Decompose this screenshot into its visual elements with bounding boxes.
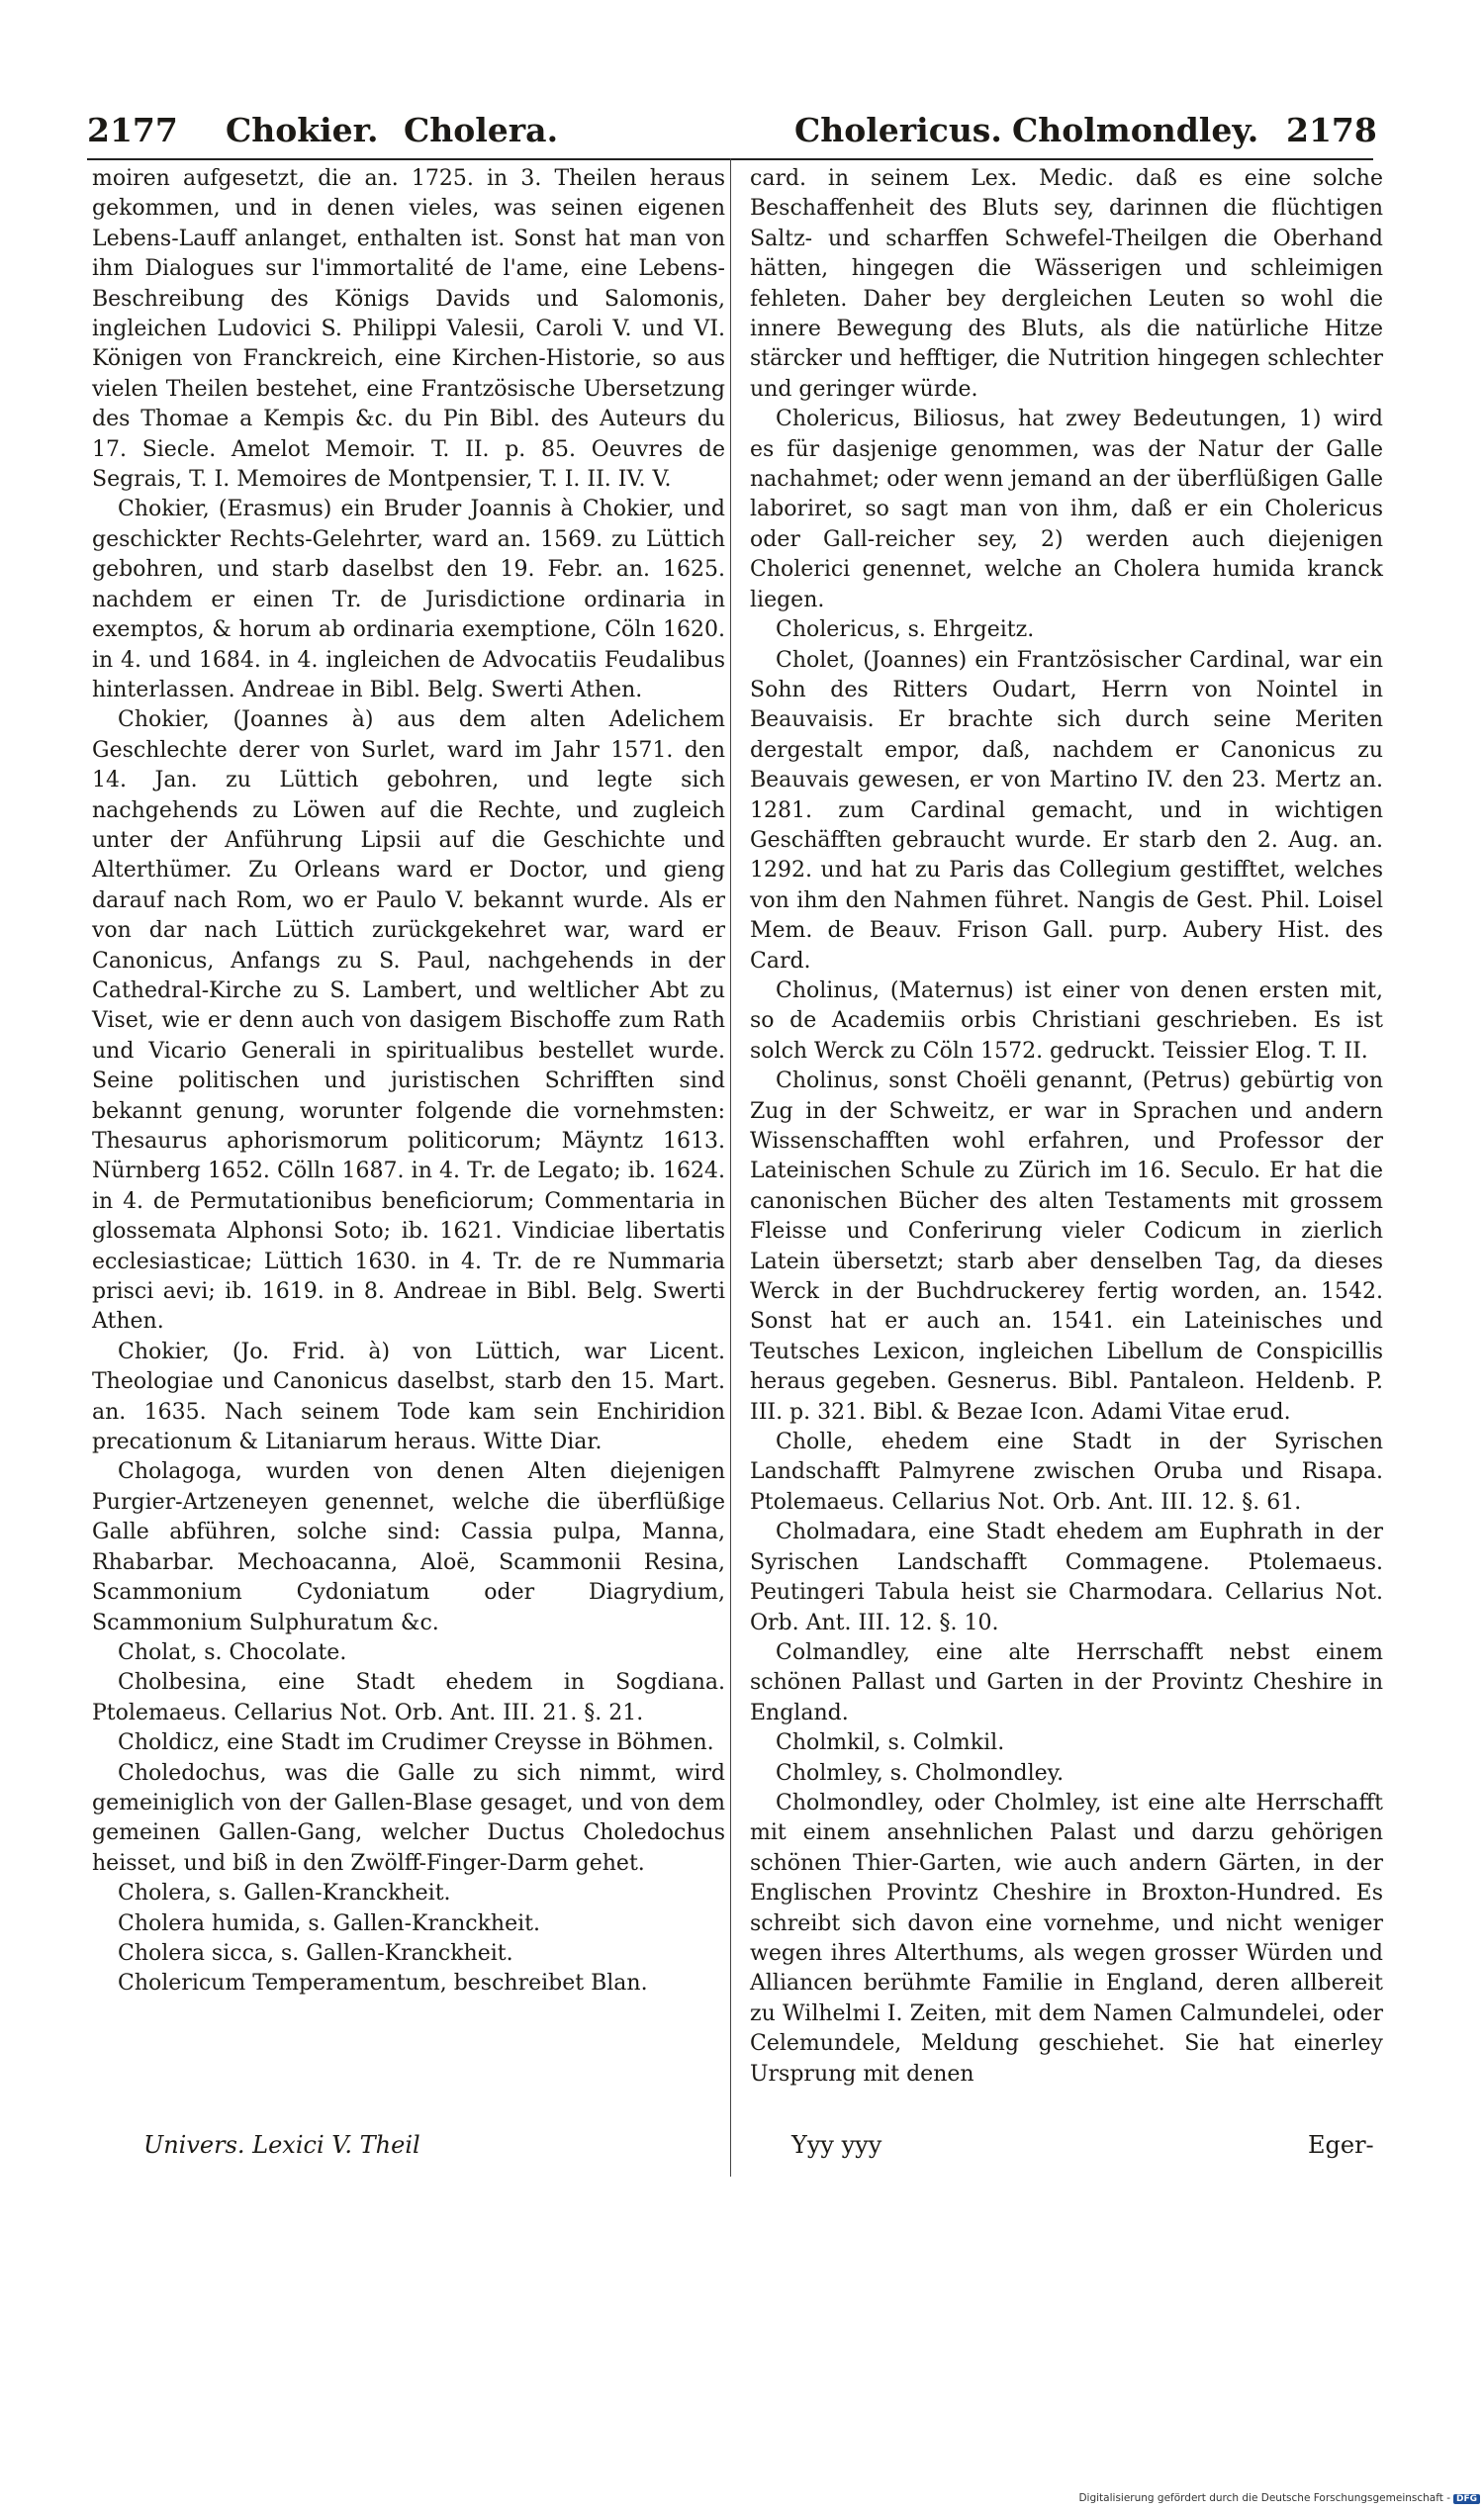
entry-cholbesina: Cholbesina, eine Stadt ehedem in Sogdiana. Ptolemaeus. Cellarius Not. Orb. Ant. III. 21. §. 21. xyxy=(92,1670,725,1725)
entry-cholle: Cholle, ehedem eine Stadt in der Syrischen Landschafft Palmyrene zwischen Oruba und Risapa. Ptolemaeus. Cellarius Not. Orb. Ant. III. 12. §. 61. xyxy=(750,1430,1383,1515)
signature-mark: Yyy yyy xyxy=(791,2131,882,2159)
entry-cholericum-temperamentum: Cholericum Temperamentum, beschreibet Blan. xyxy=(118,1971,648,1997)
entry-chokier-erasmus: Chokier, (Erasmus) ein Bruder Joannis à Chokier, und geschickter Rechts-Gelehrter, ward an. 1569. zu Lüttich gebohren, und starb daselbst den 19. Febr. an. 1625. nachdem er einen Tr. de Jurisdictione ordinaria in exemptos, & horum ab ordinaria exemptione, Cöln 1620. in 4. und 1684. in 4. ingleichen de Advocatiis Feudalibus hinterlassen. Andreae in Bibl. Belg. Swerti Athen. xyxy=(92,497,725,702)
digitization-note xyxy=(1078,2492,1480,2504)
entry-cholinus-petrus: Cholinus, sonst Choëli genannt, (Petrus) gebürtig von Zug in der Schweitz, er war in Sprachen und andern Wissenschafften wohl erfahren, und Professor der Lateinischen Schule zu Zürich im 16. Seculo. Er hat die canonischen Bücher des alten Testaments mit grossem Fleisse und Conferirung vieler Codicum in zierlich Latein übersetzt; starb aber denselben Tag, da dieses Werck in der Buchdruckerey fertig worden, an. 1542. Sonst hat er auch an. 1541. ein Lateinisches und Teutsches Lexicon, ingleichen Libellum de Conspicillis heraus gegeben. Gesnerus. Bibl. Pantaleon. Heldenb. P. III. p. 321. Bibl. & Bezae Icon. Adami Vitae erud. xyxy=(750,1069,1383,1425)
left-headword-last: Cholera. xyxy=(404,111,559,149)
right-headword-first: Cholericus. xyxy=(794,111,1002,149)
entry-chokier-joannes: Chokier, (Joannes à) aus dem alten Adelichem Geschlechte derer von Surlet, ward im Jahr 1571. den 14. Jan. zu Lüttich gebohren, und legte sich nachgehends zu Löwen auf die Rechte, und zugleich unter der Anführung Lipsii auf die Geschichte und Alterthümer. Zu Orleans ward er Doctor, und gieng darauf nach Rom, wo er Paulo V. bekannt wurde. Als er von dar nach Lüttich zurückgekehret war, ward er Canonicus, Anfangs zu S. Paul, nachgehends in der Cathedral-Kirche zu S. Lambert, und weltlicher Abt zu Viset, wie er denn auch von dasigem Bischoffe zum Rath und Vicario Generali in spiritualibus bestellet wurde. Seine politischen und juristischen Schrifften sind bekannt genung, worunter folgende die vornehmsten: Thesaurus aphorismorum politicorum; Mäyntz 1613. Nürnberg 1652. Cölln 1687. in 4. Tr. de Legato; ib. 1624. in 4. de Permutationibus beneficiorum; Commentaria in glossemata Alphonsi Soto; ib. 1621. Vindiciae libertatis ecclesiasticae; Lüttich 1630. in 4. Tr. de re Nummaria prisci aevi; ib. 1619. in 8. Andreae in Bibl. Belg. Swerti Athen. xyxy=(92,707,725,1335)
right-page-number: 2178 xyxy=(1286,111,1377,149)
entry-continuation: card. in seinem Lex. Medic. daß es eine solche Beschaffenheit des Bluts sey, darinnen die flüchtigen Saltz- und scharffen Schwefel-Theilgen die Oberhand hätten, hingegen die Wässerigen und schleimigen fehleten. Daher bey dergleichen Leuten so wohl die innere Bewegung des Bluts, als die natürliche Hitze stärcker und hefftiger, die Nutrition hingegen schlechter und geringer würde. xyxy=(750,166,1383,402)
entry-cholera-sicca: Cholera sicca, s. Gallen-Kranckheit. xyxy=(118,1940,513,1966)
entry-colmandley: Colmandley, eine alte Herrschafft nebst einem schönen Pallast und Garten in der Provintz Cheshire in England. xyxy=(750,1639,1383,1725)
entry-cholericus-ehrgeitz: Cholericus, s. Ehrgeitz. xyxy=(776,617,1035,643)
column-divider xyxy=(730,158,731,2177)
entry-chokier-jo-frid: Chokier, (Jo. Frid. à) von Lüttich, war Licent. Theologiae und Canonicus daselbst, starb den 15. Mart. an. 1635. Nach seinem Tode kam sein Enchiridion precationum & Litaniarum heraus. Witte Diar. xyxy=(92,1339,725,1455)
digitization-note-text: Digitalisierung gefördert durch die Deutsche Forschungsgemeinschaft - xyxy=(1078,2492,1450,2504)
right-headword-last: Cholmondley. xyxy=(1012,111,1259,149)
right-column xyxy=(750,164,1383,2090)
entry-cholera-humida: Cholera humida, s. Gallen-Kranckheit. xyxy=(118,1910,540,1936)
left-column xyxy=(92,164,725,2000)
entry-cholinus-maternus: Cholinus, (Maternus) ist einer von denen ersten mit, so de Academiis orbis Christiani geschrieben. Es ist solch Werck zu Cöln 1572. gedruckt. Teissier Elog. T. II. xyxy=(750,977,1383,1064)
entry-choledochus: Choledochus, was die Galle zu sich nimmt, wird gemeiniglich von der Gallen-Blase gesaget, und von dem gemeinen Gallen-Gang, welcher Ductus Choledochus heisset, und biß in den Zwölff-Finger-Darm gehet. xyxy=(92,1760,725,1876)
running-head xyxy=(87,111,1377,156)
entry-cholagoga: Cholagoga, wurden von denen Alten diejenigen Purgier-Artzeneyen genennet, welche die überflüßige Galle abführen, solche sind: Cassia pulpa, Manna, Rhabarbar. Mechoacanna, Aloë, Scammonii Resina, Scammonium Cydoniatum oder Diagrydium, Scammonium Sulphuratum &c. xyxy=(92,1459,725,1635)
entry-cholmondley: Cholmondley, oder Cholmley, ist eine alte Herrschafft mit einem ansehnlichen Palast und darzu gehörigen schönen Thier-Garten, wie auch andern Gärten, in der Englischen Provintz Cheshire in Broxton-Hundred. Es schreibt sich davon eine vornehme, und nicht weniger wegen ihres Alterthums, als wegen grosser Würden und Alliancen berühmte Familie in England, deren allbereit zu Wilhelmi I. Zeiten, mit dem Namen Calmundelei, oder Celemundele, Meldung geschiehet. Sie hat einerley Ursprung mit denen xyxy=(750,1790,1383,2087)
entry-choldicz: Choldicz, eine Stadt im Crudimer Creysse in Böhmen. xyxy=(118,1730,714,1756)
entry-cholet: Cholet, (Joannes) ein Frantzösischer Cardinal, war ein Sohn des Ritters Oudart, Herrn von Nointel in Beauvaisis. Er brachte sich durch seine Meriten dergestalt empor, daß, nachdem er Canonicus zu Beauvais gewesen, er von Martino IV. den 23. Mertz an. 1281. zum Cardinal gemacht, und in wichtigen Geschäfften gebraucht wurde. Er starb den 2. Aug. an. 1292. und hat zu Paris das Collegium gestifftet, welches von ihm den Nahmen führet. Nangis de Gest. Phil. Loisel Mem. de Beauv. Frison Gall. purp. Aubery Hist. des Card. xyxy=(750,647,1383,974)
volume-line: Univers. Lexici V. Theil xyxy=(143,2131,420,2159)
entry-cholmkil: Cholmkil, s. Colmkil. xyxy=(776,1730,1005,1756)
dfg-logo-badge: DFG xyxy=(1453,2494,1480,2504)
entry-cholat: Cholat, s. Chocolate. xyxy=(118,1639,347,1665)
entry-cholmley: Cholmley, s. Cholmondley. xyxy=(776,1760,1065,1786)
entry-continuation: moiren aufgesetzt, die an. 1725. in 3. Theilen heraus gekommen, und in denen vieles, was seinen eigenen Lebens-Lauff anlanget, enthalten ist. Sonst hat man von ihm Dialogues sur l'immortalité de l'ame, eine Lebens-Beschreibung des Königs Davids und Salomonis, ingleichen Ludovici S. Philippi Valesii, Caroli V. und VI. Königen von Franckreich, eine Kirchen-Historie, so aus vielen Theilen bestehet, eine Frantzösische Ubersetzung des Thomae a Kempis &c. du Pin Bibl. des Auteurs du 17. Siecle. Amelot Memoir. T. II. p. 85. Oeuvres de Segrais, T. I. Memoires de Montpensier, T. I. II. IV. V. xyxy=(92,166,725,493)
catchword: Eger- xyxy=(1308,2131,1374,2159)
left-headword-first: Chokier. xyxy=(226,111,379,149)
entry-cholericus-biliosus: Cholericus, Biliosus, hat zwey Bedeutungen, 1) wird es für dasjenige genommen, was der Natur der Galle nachahmet; oder wenn jemand an der überflüßigen Galle laboriret, so sagt man von ihm, daß er ein Cholericus oder Gall-reicher sey, 2) werden auch diejenigen Cholerici genennet, welche an Cholera humida kranck liegen. xyxy=(750,407,1383,612)
entry-cholera: Cholera, s. Gallen-Kranckheit. xyxy=(118,1881,451,1907)
left-page-number: 2177 xyxy=(87,111,178,149)
entry-cholmadara: Cholmadara, eine Stadt ehedem am Euphrath in der Syrischen Landschafft Commagene. Ptolemaeus. Peutingeri Tabula heist sie Charmodara. Cellarius Not. Orb. Ant. III. 12. §. 10. xyxy=(750,1520,1383,1635)
